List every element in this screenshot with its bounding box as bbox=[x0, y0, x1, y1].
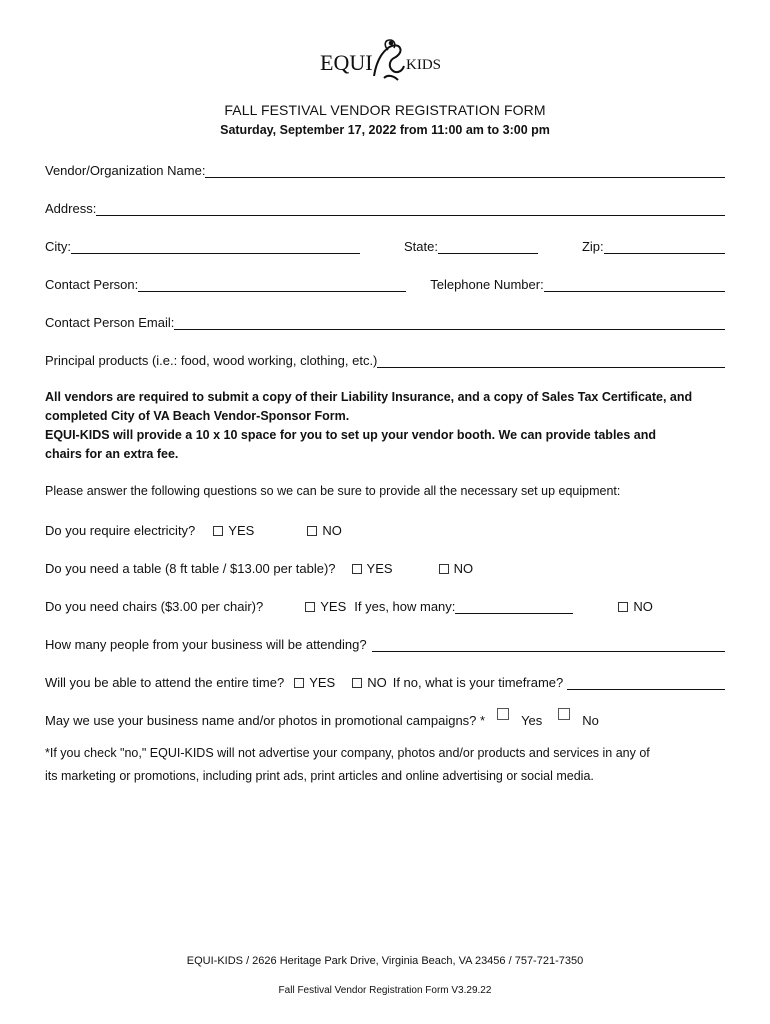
checkbox-icon[interactable] bbox=[307, 526, 317, 536]
city-field[interactable] bbox=[71, 239, 360, 254]
chairs-yes-label: YES bbox=[320, 599, 347, 614]
table-no-label: NO bbox=[453, 561, 474, 576]
products-label: Principal products (i.e.: food, wood working, clothing, etc.) bbox=[45, 353, 378, 368]
table-yes-label: YES bbox=[366, 561, 393, 576]
telephone-field[interactable] bbox=[544, 277, 725, 292]
checkbox-icon[interactable] bbox=[305, 602, 315, 612]
notice-line-1: All vendors are required to submit a copy of their Liability Insurance, and a copy of Sales Tax Certificate, and bbox=[45, 390, 693, 404]
city-label: City: bbox=[45, 239, 71, 254]
promo-question-row bbox=[45, 708, 725, 728]
chairs-how-many-field[interactable] bbox=[455, 599, 573, 614]
disclaimer-line-1: *If you check "no," EQUI-KIDS will not advertise your company, photos and/or products and services in any of bbox=[45, 746, 650, 760]
state-field[interactable] bbox=[438, 239, 538, 254]
chairs-yes-option[interactable] bbox=[305, 599, 346, 614]
footer-version: Fall Festival Vendor Registration Form V3.29.22 bbox=[278, 985, 492, 996]
state-label: State: bbox=[404, 239, 438, 254]
electricity-no-label: NO bbox=[322, 523, 342, 538]
promo-label: May we use your business name and/or photos in promotional campaigns? * bbox=[45, 713, 486, 728]
checkbox-icon[interactable] bbox=[439, 564, 449, 574]
checkbox-icon[interactable] bbox=[352, 678, 362, 688]
checkbox-icon[interactable] bbox=[558, 708, 570, 720]
promo-no-option[interactable] bbox=[558, 713, 599, 728]
address-row bbox=[45, 196, 725, 216]
attendees-field[interactable] bbox=[372, 637, 725, 652]
notice-line-2: completed City of VA Beach Vendor-Sponsor Form. bbox=[45, 409, 350, 423]
products-field[interactable] bbox=[377, 353, 725, 368]
contact-row bbox=[45, 272, 725, 292]
attend-time-no-option[interactable] bbox=[352, 675, 387, 690]
table-yes-option[interactable] bbox=[352, 561, 393, 576]
equi-kids-logo bbox=[318, 36, 452, 90]
electricity-yes-label: YES bbox=[228, 523, 255, 538]
email-field[interactable] bbox=[174, 315, 725, 330]
email-label: Contact Person Email: bbox=[45, 315, 175, 330]
contact-person-field[interactable] bbox=[138, 277, 406, 292]
table-no-option[interactable] bbox=[439, 561, 474, 576]
attend-time-no-label: NO bbox=[367, 675, 387, 690]
zip-label: Zip: bbox=[581, 239, 604, 254]
checkbox-icon[interactable] bbox=[497, 708, 509, 720]
electricity-no-option[interactable] bbox=[307, 523, 342, 538]
email-row bbox=[45, 310, 725, 330]
electricity-question-row bbox=[45, 518, 725, 538]
attend-time-label: Will you be able to attend the entire time? bbox=[45, 675, 285, 690]
telephone-label: Telephone Number: bbox=[430, 277, 544, 292]
form-title: FALL FESTIVAL VENDOR REGISTRATION FORM bbox=[224, 102, 546, 118]
disclaimer-line-2: its marketing or promotions, including print ads, print articles and online advertising or social media. bbox=[45, 769, 594, 783]
contact-person-label: Contact Person: bbox=[45, 277, 139, 292]
logo-text-equi: EQUI bbox=[320, 50, 373, 75]
footer-address: EQUI-KIDS / 2626 Heritage Park Drive, Virginia Beach, VA 23456 / 757-721-7350 bbox=[186, 955, 584, 967]
event-date: Saturday, September 17, 2022 from 11:00 am to 3:00 pm bbox=[220, 123, 550, 137]
city-state-zip-row bbox=[45, 234, 725, 254]
promo-disclaimer bbox=[45, 742, 735, 788]
chairs-how-many-label: If yes, how many: bbox=[354, 599, 456, 614]
promo-yes-option[interactable] bbox=[497, 713, 542, 728]
attend-time-yes-option[interactable] bbox=[294, 675, 335, 690]
checkbox-icon[interactable] bbox=[618, 602, 628, 612]
chairs-question-row bbox=[45, 594, 725, 614]
checkbox-icon[interactable] bbox=[213, 526, 223, 536]
horse-logo-icon bbox=[318, 36, 452, 90]
vendor-name-label: Vendor/Organization Name: bbox=[45, 163, 206, 178]
attend-time-yes-label: YES bbox=[309, 675, 336, 690]
vendor-name-row bbox=[45, 158, 725, 178]
electricity-yes-option[interactable] bbox=[213, 523, 254, 538]
timeframe-field[interactable] bbox=[567, 675, 725, 690]
notice-line-4: chairs for an extra fee. bbox=[45, 447, 179, 461]
checkbox-icon[interactable] bbox=[352, 564, 362, 574]
checkbox-icon[interactable] bbox=[294, 678, 304, 688]
chairs-no-option[interactable] bbox=[618, 599, 653, 614]
vendor-requirements-notice bbox=[45, 388, 735, 464]
address-label: Address: bbox=[45, 201, 97, 216]
promo-no-label: No bbox=[582, 713, 599, 728]
zip-field[interactable] bbox=[604, 239, 725, 254]
chairs-label: Do you need chairs ($3.00 per chair)? bbox=[45, 599, 264, 614]
promo-yes-label: Yes bbox=[521, 713, 543, 728]
products-row bbox=[45, 348, 725, 368]
attendees-label: How many people from your business will be attending? bbox=[45, 637, 367, 652]
attendees-question-row bbox=[45, 632, 725, 652]
address-field[interactable] bbox=[96, 201, 725, 216]
notice-line-3: EQUI-KIDS will provide a 10 x 10 space for you to set up your vendor booth. We can provide tables and bbox=[45, 428, 657, 442]
logo-text-kids: KIDS bbox=[406, 57, 442, 73]
chairs-no-label: NO bbox=[633, 599, 653, 614]
table-label: Do you need a table (8 ft table / $13.00 per table)? bbox=[45, 561, 336, 576]
instructions-text: Please answer the following questions so we can be sure to provide all the necessary set up equipment: bbox=[45, 484, 621, 498]
electricity-label: Do you require electricity? bbox=[45, 523, 196, 538]
attend-time-question-row bbox=[45, 670, 725, 690]
timeframe-label: If no, what is your timeframe? bbox=[392, 675, 564, 690]
table-question-row bbox=[45, 556, 725, 576]
vendor-name-field[interactable] bbox=[205, 163, 725, 178]
